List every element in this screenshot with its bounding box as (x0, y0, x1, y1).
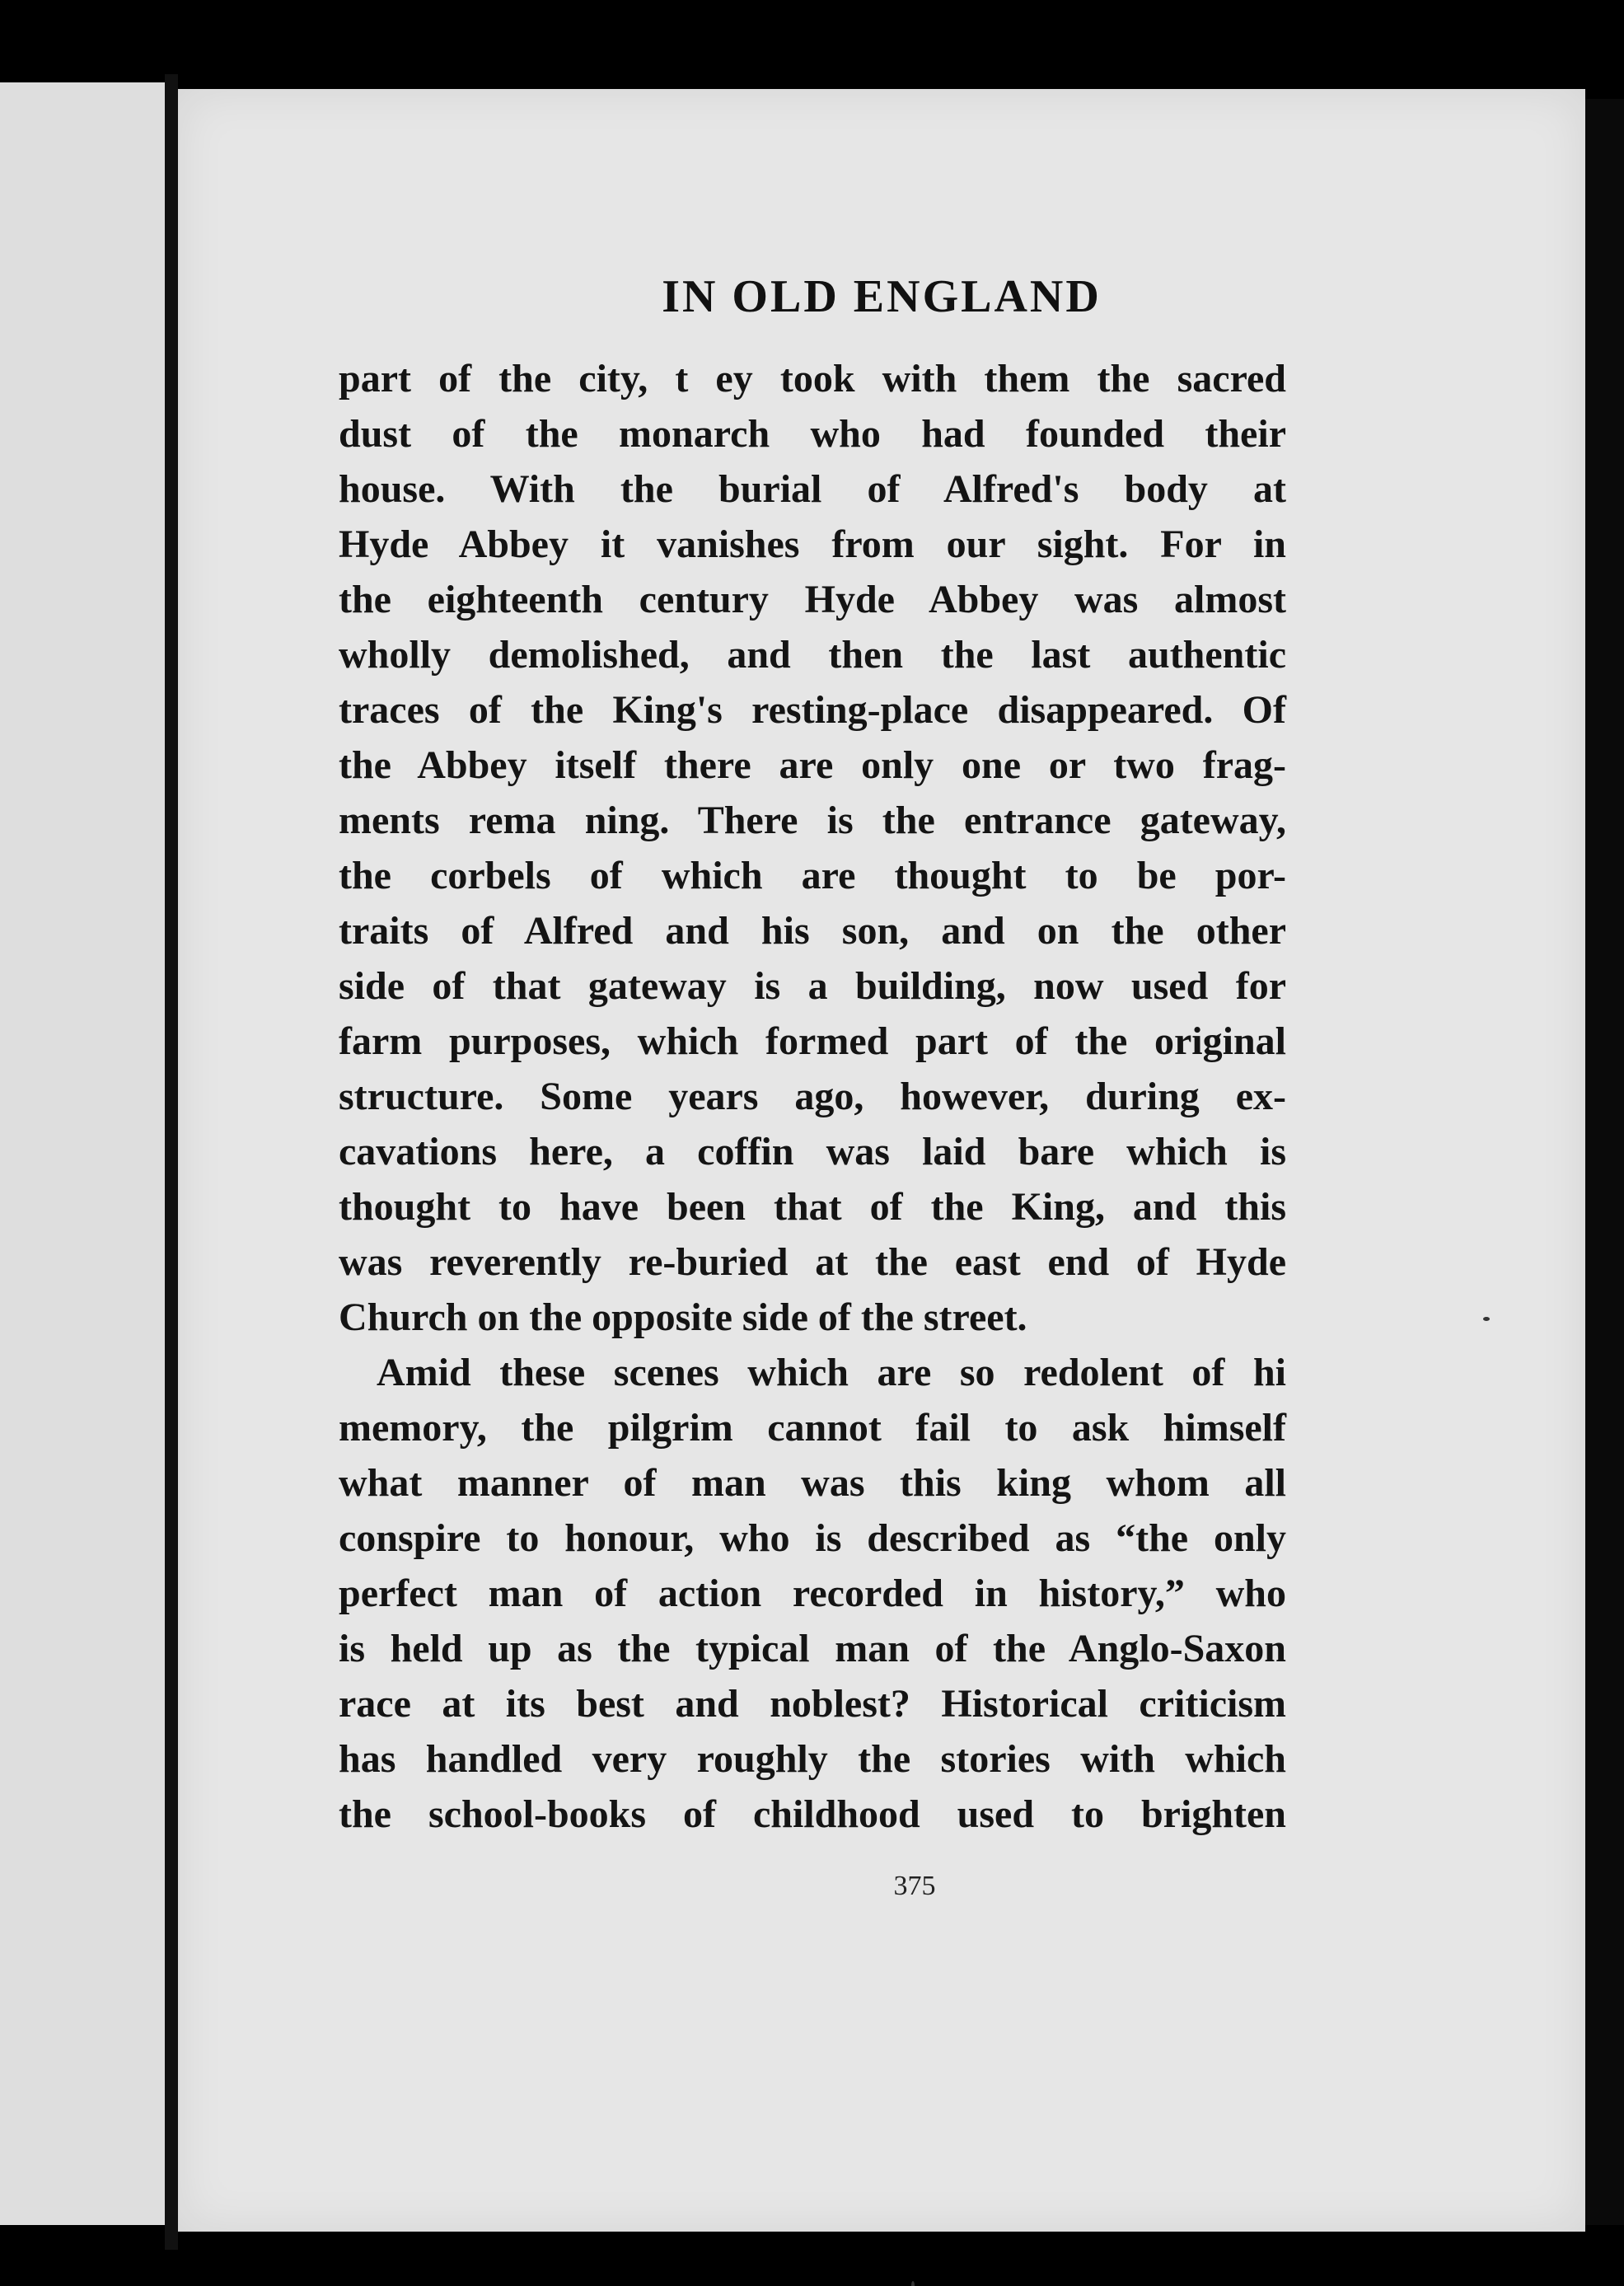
text-line: part of the city, t ey took with them the sacred (339, 357, 1286, 401)
text-line: the eighteenth century Hyde Abbey was almost (339, 578, 1286, 621)
text-line: what manner of man was this king whom all (339, 1461, 1286, 1505)
text-line: conspire to honour, who is described as “the only (339, 1516, 1286, 1560)
text-line: house. With the burial of Alfred's body at (339, 467, 1286, 511)
text-line: has handled very roughly the stories with which (339, 1737, 1286, 1781)
text-line: memory, the pilgrim cannot fail to ask himself (339, 1406, 1286, 1450)
text-line: is held up as the typical man of the Anglo-Saxon (339, 1627, 1286, 1670)
scan-speck (1483, 1317, 1490, 1321)
text-line: the corbels of which are thought to be por- (339, 854, 1286, 897)
book-page (178, 89, 1585, 2232)
text-line: wholly demolished, and then the last authentic (339, 633, 1286, 677)
text-line: ments rema ning. There is the entrance gateway, (339, 799, 1286, 842)
facing-page-edge (0, 82, 165, 2225)
page-number: 375 (893, 1871, 936, 1901)
text-line: traces of the King's resting-place disappeared. Of (339, 688, 1286, 732)
text-line: Church on the opposite side of the street. (339, 1295, 1027, 1339)
text-line: traits of Alfred and his son, and on the other (339, 909, 1286, 953)
text-line: perfect man of action recorded in history,” who (339, 1572, 1286, 1615)
text-line: dust of the monarch who had founded their (339, 412, 1286, 456)
text-line: the Abbey itself there are only one or two frag- (339, 743, 1286, 787)
text-line: side of that gateway is a building, now used for (339, 964, 1286, 1008)
scan-border (1585, 99, 1624, 2225)
text-line: the school-books of childhood used to brighten (339, 1792, 1286, 1836)
text-line: Amid these scenes which are so redolent of hi (377, 1351, 1286, 1394)
book-gutter (165, 74, 178, 2250)
text-line: thought to have been that of the King, and this (339, 1185, 1286, 1229)
text-line: Hyde Abbey it vanishes from our sight. For in (339, 522, 1286, 566)
text-line: farm purposes, which formed part of the original (339, 1019, 1286, 1063)
running-head: IN OLD ENGLAND (662, 271, 1102, 322)
body-text (339, 351, 1286, 1842)
text-line: cavations here, a coffin was laid bare which is (339, 1130, 1286, 1173)
text-line: was reverently re-buried at the east end of Hyde (339, 1240, 1286, 1284)
text-line: race at its best and noblest? Historical criticism (339, 1682, 1286, 1726)
scan-speck (911, 2281, 915, 2286)
text-line: structure. Some years ago, however, during ex- (339, 1075, 1286, 1118)
